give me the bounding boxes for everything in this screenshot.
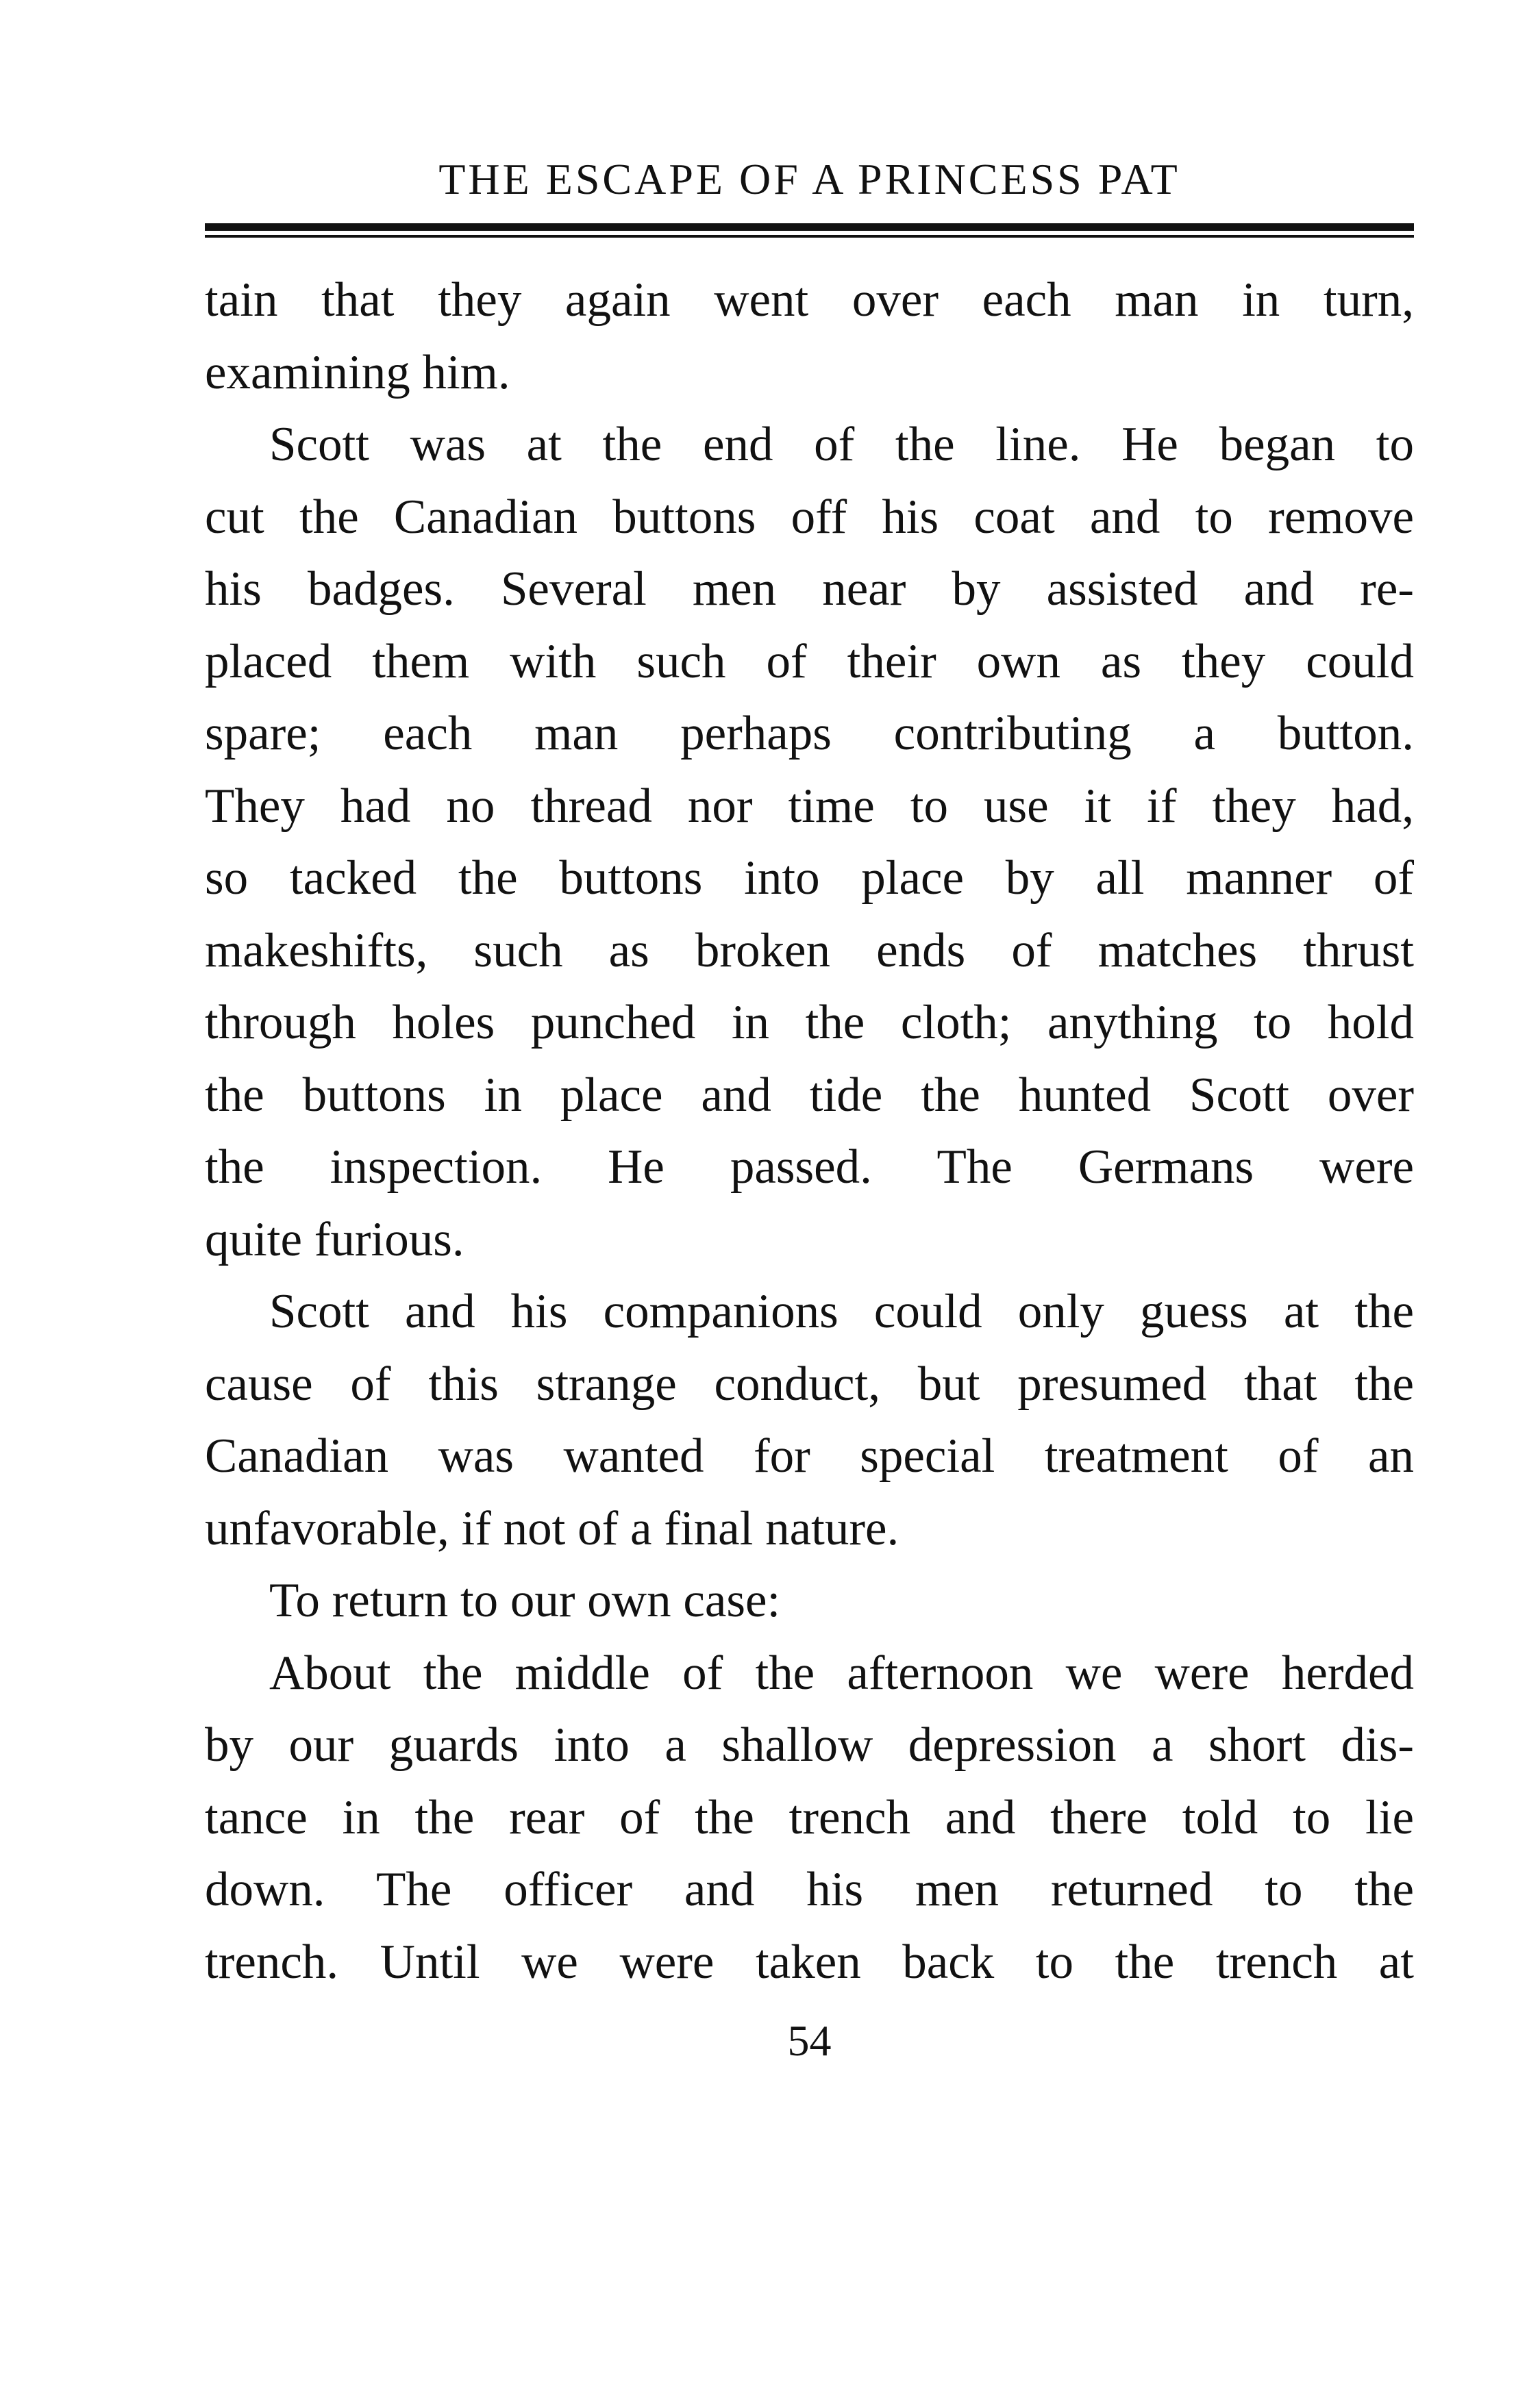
text-line: trench. Until we were taken back to the trench at xyxy=(205,1935,1414,1989)
text-line: his badges. Several men near by assisted and re- xyxy=(205,562,1414,616)
page-number: 54 xyxy=(787,2016,832,2065)
text-line: spare; each man perhaps contributing a button. xyxy=(205,707,1414,760)
header-rule-thick xyxy=(205,223,1414,231)
text-line: To return to our own case: xyxy=(269,1574,781,1627)
text-line: About the middle of the afternoon we were herded xyxy=(269,1646,1414,1700)
text-line: They had no thread nor time to use it if they had, xyxy=(205,779,1414,833)
text-line: so tacked the buttons into place by all manner of xyxy=(205,851,1414,905)
text-line: cut the Canadian buttons off his coat and to remove xyxy=(205,490,1414,544)
text-line: quite furious. xyxy=(205,1212,464,1266)
text-line: Scott was at the end of the line. He began to xyxy=(269,418,1414,471)
text-line: the inspection. He passed. The Germans were xyxy=(205,1140,1414,1194)
text-line: placed them with such of their own as they could xyxy=(205,634,1414,688)
running-header: THE ESCAPE OF A PRINCESS PAT xyxy=(438,155,1180,203)
text-line: examining him. xyxy=(205,345,510,399)
text-line: by our guards into a shallow depression a short dis- xyxy=(205,1718,1414,1772)
text-line: unfavorable, if not of a final nature. xyxy=(205,1501,899,1555)
text-line: tance in the rear of the trench and there told to lie xyxy=(205,1790,1414,1844)
text-line: the buttons in place and tide the hunted Scott over xyxy=(205,1068,1414,1122)
text-line: through holes punched in the cloth; anything to hold xyxy=(205,996,1414,1049)
text-line: cause of this strange conduct, but presumed that the xyxy=(205,1357,1414,1411)
text-line: tain that they again went over each man in turn, xyxy=(205,273,1414,327)
text-line: makeshifts, such as broken ends of matches thrust xyxy=(205,923,1414,977)
header-rule-thin xyxy=(205,235,1414,238)
text-line: down. The officer and his men returned to the xyxy=(205,1863,1414,1916)
text-line: Canadian was wanted for special treatment of an xyxy=(205,1429,1414,1483)
text-line: Scott and his companions could only guess at the xyxy=(269,1285,1414,1338)
